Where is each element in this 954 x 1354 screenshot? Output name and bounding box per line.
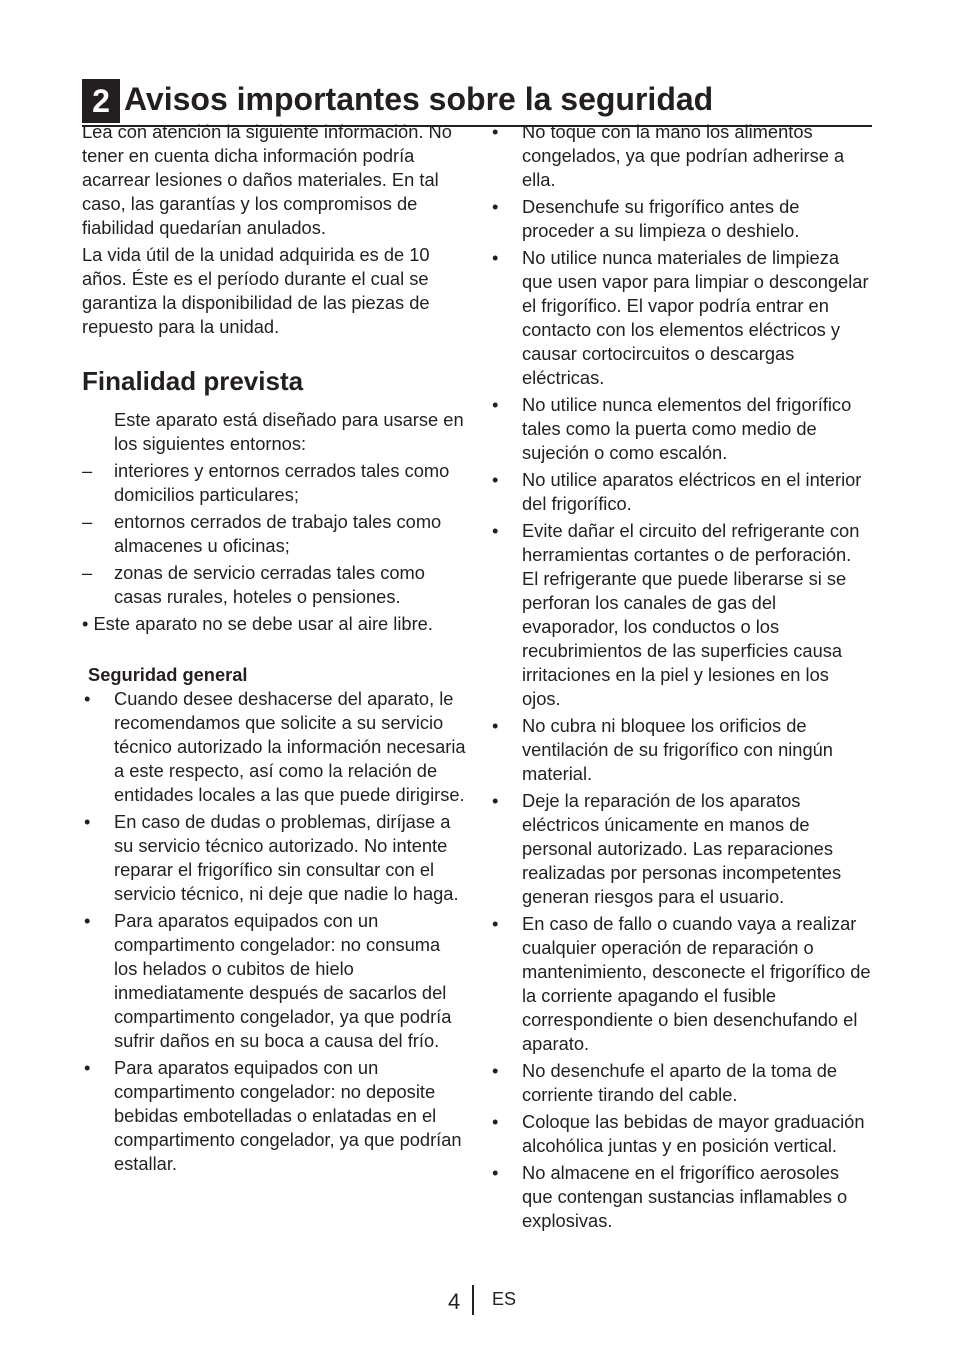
chapter-number-badge: 2 (82, 79, 120, 123)
language-code: ES (492, 1289, 517, 1309)
bullet-mark: • (492, 394, 499, 415)
list-item (82, 561, 466, 609)
chapter-title: Avisos importantes sobre la seguridad (124, 81, 714, 117)
list-item (490, 714, 872, 786)
list-item-text: No utilice aparatos eléctricos en el interior del frigorífico. (522, 469, 862, 514)
list-item-text: zonas de servicio cerradas tales como casas rurales, hoteles o pensiones. (114, 562, 425, 607)
bullet-mark: • (492, 247, 499, 268)
list-item (490, 519, 872, 711)
general-safety-list (82, 687, 466, 1176)
list-item (82, 687, 466, 807)
bullet-mark: • (84, 811, 91, 832)
list-item-text: Cuando desee deshacerse del aparato, le recomendamos que solicite a su servicio técnico autorizado la información necesaria a este respecto, así como la relación de entidades locales a las que puede dirigirse. (114, 688, 466, 805)
list-item-text: No almacene en el frigorífico aerosoles que contengan sustancias inflamables o explosivas. (522, 1162, 848, 1231)
bullet-mark: • (84, 1057, 91, 1078)
list-item-text: Desenchufe su frigorífico antes de proceder a su limpieza o deshielo. (522, 196, 800, 241)
bullet-mark: • (492, 715, 499, 736)
list-item (490, 393, 872, 465)
left-column (82, 120, 466, 1179)
list-item (490, 912, 872, 1056)
bullet-mark: • (492, 790, 499, 811)
right-column (490, 120, 872, 1236)
list-item-text: Para aparatos equipados con un compartimento congelador: no deposite bebidas embotelladas o enlatadas en el compartimento congelador, ya que podrían estallar. (114, 1057, 462, 1174)
footer-divider (472, 1285, 474, 1315)
intro-paragraph-1: Lea con atención la siguiente información. No tener en cuenta dicha información podría acarrear lesiones o daños materiales. En tal caso, las garantías y los compromisos de fiabilidad quedarían anulados. (82, 121, 452, 238)
bullet-mark: • (492, 469, 499, 490)
list-item (490, 120, 872, 192)
list-item-text: Coloque las bebidas de mayor graduación alcohólica juntas y en posición vertical. (522, 1111, 865, 1156)
dash-mark: – (82, 562, 93, 583)
list-item (490, 195, 872, 243)
list-item-text: No utilice nunca materiales de limpieza que usen vapor para limpiar o descongelar el frigorífico. El vapor podría entrar en contacto con los elementos eléctricos y causar cortocircuitos o descargas eléctricas. (522, 247, 869, 388)
section-intro: Este aparato está diseñado para usarse en los siguientes entornos: (114, 409, 464, 454)
list-item-text: No desenchufe el aparto de la toma de corriente tirando del cable. (522, 1060, 838, 1105)
list-item (82, 459, 466, 507)
page-footer (0, 1285, 954, 1317)
bullet-mark: • (492, 1162, 499, 1183)
list-item (490, 1161, 872, 1233)
subsection-title-seguridad-general: Seguridad general (88, 664, 248, 685)
dash-mark: – (82, 511, 93, 532)
list-item (490, 1110, 872, 1158)
list-item (82, 810, 466, 906)
list-item (82, 1056, 466, 1176)
bullet-mark: • (492, 121, 499, 142)
list-item-text: Deje la reparación de los aparatos eléctricos únicamente en manos de personal autorizado. Las reparaciones realizadas por personas incompetentes generan riesgos para el usuario. (522, 790, 842, 907)
bullet-mark: • (492, 520, 499, 541)
list-item-text: Evite dañar el circuito del refrigerante con herramientas cortantes o de perforación. El refrigerante que puede liberarse si se perforan los canales de gas del evaporador, los conductos o los recubrimientos de las superficies causa irritaciones en la piel y lesiones en los ojos. (522, 520, 860, 709)
list-item (82, 909, 466, 1053)
bullet-mark: • (84, 910, 91, 931)
list-item (82, 510, 466, 558)
section-title-finalidad: Finalidad prevista (82, 366, 304, 396)
list-item-text: entornos cerrados de trabajo tales como almacenes u oficinas; (114, 511, 442, 556)
list-item (490, 789, 872, 909)
intro-paragraph-2: La vida útil de la unidad adquirida es de 10 años. Éste es el período durante el cual se garantiza la disponibilidad de las piezas de repuesto para la unidad. (82, 244, 430, 337)
list-item-text: interiores y entornos cerrados tales como domicilios particulares; (114, 460, 450, 505)
bullet-mark: • (84, 688, 91, 709)
bullet-mark: • (492, 1111, 499, 1132)
list-item (490, 468, 872, 516)
page-number: 4 (448, 1289, 461, 1314)
list-item-text: No cubra ni bloquee los orificios de ventilación de su frigorífico con ningún material. (522, 715, 833, 784)
outdoor-use-note: • Este aparato no se debe usar al aire libre. (82, 613, 433, 634)
list-item-text: Para aparatos equipados con un compartimento congelador: no consuma los helados o cubitos de hielo inmediatamente después de sacarlos del compartimento congelador, ya que podría sufrir daños en su boca a causa del frío. (114, 910, 452, 1051)
list-item-text: En caso de dudas o problemas, diríjase a su servicio técnico autorizado. No intente reparar el frigorífico sin consultar con el servicio técnico, ni deje que nadie lo haga. (114, 811, 459, 904)
list-item (490, 1059, 872, 1107)
dash-mark: – (82, 460, 93, 481)
list-item-text: No utilice nunca elementos del frigorífico tales como la puerta como medio de sujeción o como escalón. (522, 394, 852, 463)
list-item-text: En caso de fallo o cuando vaya a realizar cualquier operación de reparación o mantenimiento, desconecte el frigorífico de la corriente apagando el fusible correspondiente o bien desenchufando el aparato. (522, 913, 871, 1054)
bullet-mark: • (492, 1060, 499, 1081)
safety-list-continued (490, 120, 872, 1233)
list-item (490, 246, 872, 390)
bullet-mark: • (492, 196, 499, 217)
bullet-mark: • (492, 913, 499, 934)
list-item-text: No toque con la mano los alimentos congelados, ya que podrían adherirse a ella. (522, 121, 845, 190)
